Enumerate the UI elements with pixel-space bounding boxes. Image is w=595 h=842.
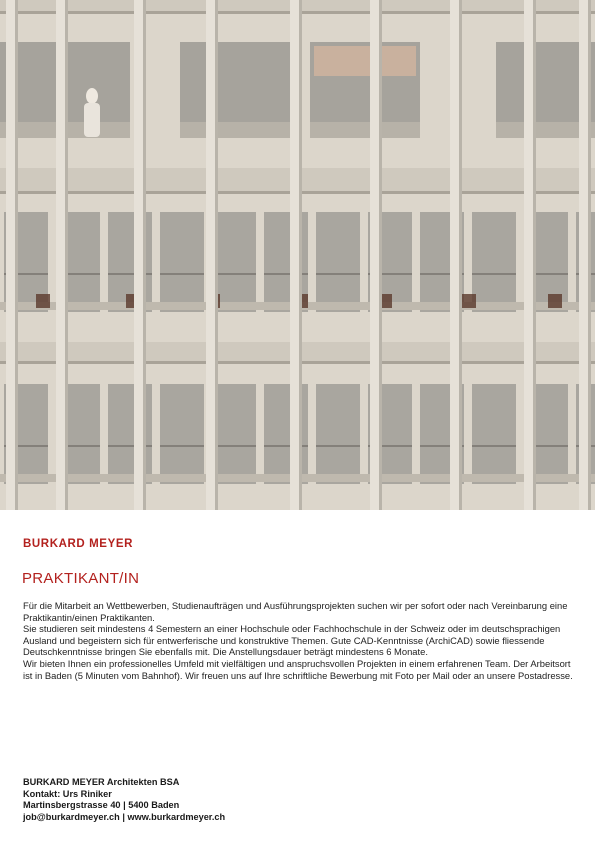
window-pane	[316, 212, 360, 312]
window-light	[314, 46, 416, 76]
column-shade	[15, 0, 18, 510]
window-pane	[160, 384, 204, 484]
description-paragraph: Sie studieren seit mindestens 4 Semestern an einer Hochschule oder Fachhochschule in der Schweiz oder im deutschsprachigen Ausland und begeistern sich für entwerferische und konstruktive Themen. Gute CAD-Kenntnisse (ArchiCAD) sowie fliessende Deutschkenntnisse bringen Sie ebenfalls mit. Die Anstellungsdauer beträgt mindestens 6 Monate.	[23, 623, 561, 658]
window-sill	[310, 122, 420, 138]
brand-name: BURKARD MEYER	[23, 538, 134, 550]
column-shade	[459, 0, 462, 510]
column-shade	[588, 0, 591, 510]
contact-company: BURKARD MEYER Architekten BSA	[23, 777, 180, 787]
column-shade	[533, 0, 536, 510]
window-pane	[472, 212, 516, 312]
column-shade	[143, 0, 146, 510]
column-shade	[299, 0, 302, 510]
contact-block	[23, 777, 225, 823]
figure-body	[84, 103, 100, 137]
interior-accent	[36, 294, 50, 308]
column-shade	[215, 0, 218, 510]
window-pane	[316, 384, 360, 484]
column-shade	[65, 0, 68, 510]
contact-address: Martinsbergstrasse 40 | 5400 Baden	[23, 800, 180, 811]
job-description	[23, 600, 573, 681]
window-pane	[472, 384, 516, 484]
contact-person: Kontakt: Urs Riniker	[23, 788, 112, 799]
description-paragraph: Für die Mitarbeit an Wettbewerben, Studienaufträgen und Ausführungsprojekten suchen wir per sofort oder nach Vereinbarung eine Praktikantin/einen Praktikanten.	[23, 600, 568, 623]
figure-head	[86, 88, 98, 104]
window-sill	[180, 122, 290, 138]
job-title: PRAKTIKANT/IN	[22, 570, 140, 587]
description-paragraph: Wir bieten Ihnen ein professionelles Umfeld mit vielfältigen und anspruchsvollen Projekten in einem erfahrenen Team. Der Arbeitsort ist in Baden (5 Minuten vom Bahnhof). Wir freuen uns auf Ihre schriftliche Bewerbung mit Foto per Mail oder an unsere Postadresse.	[23, 657, 573, 681]
window-pane	[212, 384, 256, 484]
contact-web[interactable]: job@burkardmeyer.ch | www.burkardmeyer.ch	[23, 811, 226, 822]
interior-accent	[462, 294, 476, 308]
window-pane	[160, 212, 204, 312]
interior-accent	[548, 294, 562, 308]
column-shade	[379, 0, 382, 510]
